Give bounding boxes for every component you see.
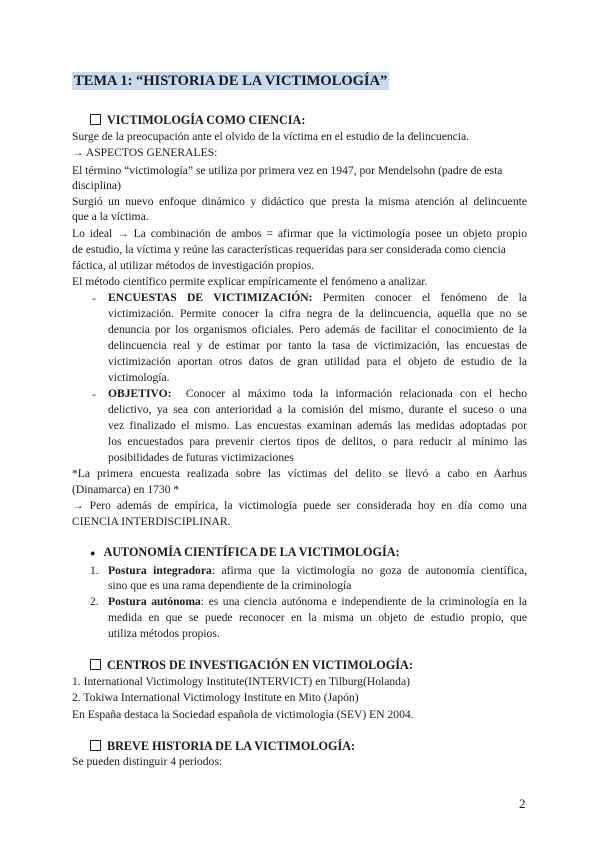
conclusion-line: → Pero además de empírica, la victimología puede ser considerada hoy en día como una: [72, 499, 527, 512]
list-item-line: utiliza métodos propios.: [108, 627, 220, 640]
list-item-line: medida en que se puede reconocer en la misma un objeto de estudio propio, que: [108, 611, 527, 624]
bullet-dot-icon: ●: [90, 548, 96, 558]
page-number: 2: [519, 796, 526, 811]
list-number: 2.: [90, 595, 99, 608]
bullet-line: los encuestados para prevenir ciertos tipos de delitos, o para reducir al mínimo las: [108, 435, 527, 448]
bullet-line: victimización. Permite conocer la cifra negra de la delincuencia, aquella que no se: [108, 307, 527, 320]
section-heading-autonomia: ● AUTONOMÍA CIENTÍFICA DE LA VICTIMOLOGÍA:: [90, 545, 400, 559]
paragraph-line: El método científico permite explicar empíricamente el fenómeno a analizar.: [72, 275, 428, 288]
paragraph-line: → ASPECTOS GENERALES:: [72, 146, 218, 159]
list-item-first-line: Postura autónoma: es una ciencia autónoma e independiente de la criminología en la: [108, 595, 527, 608]
bullet-line: vez finalizado el mismo. Las encuestas examinan además las medidas adoptadas por: [108, 419, 527, 432]
paragraph-line: Lo ideal → La combinación de ambos = afirmar que la victimología posee un objeto propio: [72, 227, 527, 240]
bullet-line: delincuencia real y de estimar por tanto la tasa de victimización, las encuestas de: [108, 339, 527, 352]
list-number: 1.: [90, 564, 99, 577]
section-heading-centros: CENTROS DE INVESTIGACIÓN EN VICTIMOLOGÍA:: [90, 658, 413, 673]
page-title: TEMA 1: “HISTORIA DE LA VICTIMOLOGÍA”: [74, 73, 388, 89]
paragraph-line: Surge de la preocupación ante el olvido de la víctima en el estudio de la delincuencia.: [72, 130, 470, 143]
paragraph-line: disciplina): [72, 179, 121, 192]
list-item-line: sino que es una rama dependiente de la criminología: [108, 579, 352, 592]
paragraph-line: Se pueden distinguir 4 periodos:: [72, 755, 223, 768]
note-line: *La primera encuesta realizada sobre las víctimas del delito se llevó a cabo en Aarhus: [72, 467, 527, 480]
checkbox-icon: [90, 114, 101, 125]
bullet-line: victimización aportan otros datos de gran utilidad para el objeto de estudio de la: [108, 355, 527, 368]
bullet-line: delictivo, ya sea con anterioridad a la comisión del mismo, durante el suceso o una: [108, 403, 527, 416]
checkbox-icon: [90, 740, 101, 751]
bullet-line: posibilidades de futuras victimizaciones: [108, 451, 294, 464]
section-heading-victimologia-ciencia: VICTIMOLOGÍA COMO CIENCIA:: [90, 113, 305, 128]
bullet-first-line: OBJETIVO: Conocer al máximo toda la información relacionada con el hecho: [108, 387, 527, 400]
bullet-dash: -: [92, 292, 96, 305]
center-line: En España destaca la Sociedad española de victimología (SEV) EN 2004.: [72, 708, 414, 721]
section-heading-breve-historia: BREVE HISTORIA DE LA VICTIMOLOGÍA:: [90, 739, 355, 754]
bullet-first-line: ENCUESTAS DE VICTIMIZACIÓN: Permiten conocer el fenómeno de la: [108, 291, 527, 304]
paragraph-line: Surgió un nuevo enfoque dinámico y didáctico que presta la misma atención al delincuente: [72, 195, 527, 208]
center-line: 1. International Victimology Institute(INTERVICT) en Tilburg(Holanda): [72, 675, 410, 688]
bullet-line: victimología.: [108, 371, 170, 384]
paragraph-line: que a la víctima.: [72, 210, 149, 223]
list-item-first-line: Postura integradora: afirma que la victimología no goza de autonomía científica,: [108, 564, 527, 577]
conclusion-line: CIENCIA INTERDISCIPLINAR.: [72, 515, 231, 528]
checkbox-icon: [90, 659, 101, 670]
bullet-line: denuncia por los organismos oficiales. Pero además de facilitar el conocimiento de la: [108, 323, 527, 336]
paragraph-line: El término “victimología” se utiliza por primera vez en 1947, por Mendelsohn (padre de esta: [72, 164, 503, 177]
bullet-dash: -: [92, 388, 96, 401]
paragraph-line: fáctica, al utilizar métodos de investigación propios.: [72, 259, 315, 272]
note-line: (Dinamarca) en 1730 *: [72, 483, 180, 496]
center-line: 2. Tokiwa International Victimology Institute en Mito (Japón): [72, 691, 359, 704]
paragraph-line: de estudio, la víctima y reúne las características requeridas para ser considerada como ciencia: [72, 243, 506, 256]
